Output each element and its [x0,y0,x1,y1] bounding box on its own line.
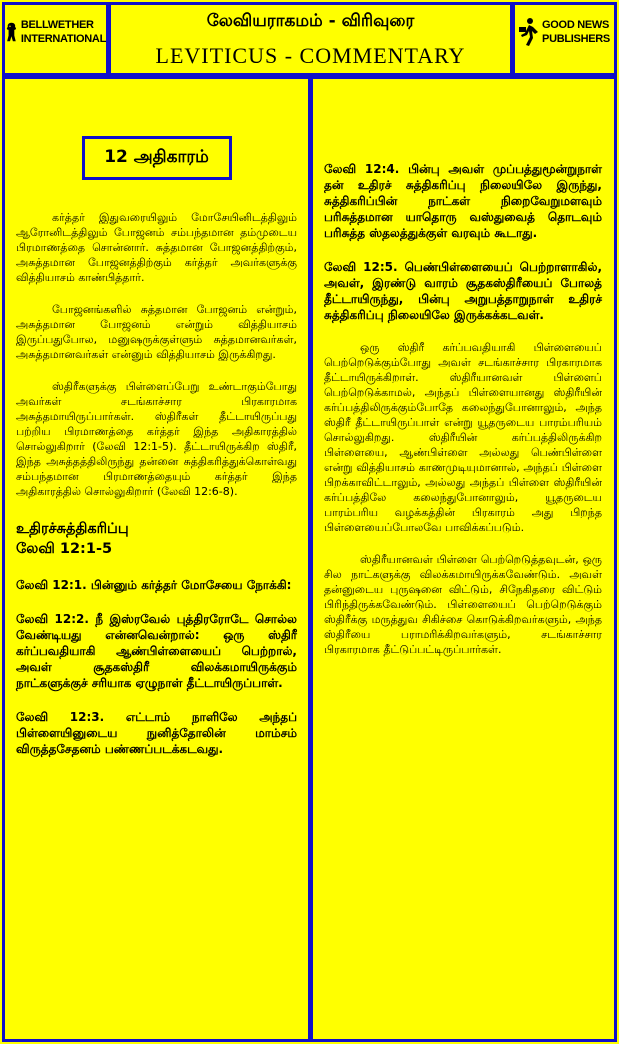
section-heading [16,519,297,559]
section-heading-line2: லேவி 12:1-5 [16,541,113,557]
verse: லேவி 12:3. எட்டாம் நாளிலே அந்தப் பிள்ளையினுடைய நுனித்தோலின் மாம்சம் விருத்தசேதனம் பண்ணப்படக்கடவது. [16,710,297,756]
paragraph: ஸ்திரீகளுக்கு பிள்ளைப்பேறு உண்டாகும்போது அவர்கள் சடங்காச்சார பிரகாரமாக அசுத்தமாயிருப்பார்கள். ஸ்திரீகள் தீட்டாயிருப்பது பற்றிய பிரமாணத்தை கர்த்தர் இந்த அதிகாரத்தில் சொல்லுகிறார் (லேவி 12:1-5). தீட்டாயிருக்கிற ஸ்திரீ, இந்த அசுத்தத்திலிருந்து தன்னை சுத்திகரித்துக்கொள்வது சம்பந்தமான பிரமாணத்தையும் கர்த்தர் இந்த அதிகாரத்தில் சொல்லுகிறார் (லேவி 12:6-8). [16,380,297,498]
verse: லேவி 12:4. பின்பு அவள் முப்பத்துமூன்றுநாள் தன் உதிரச் சுத்திகரிப்பு நிலையிலே இருந்து, சுத்திகரிப்பின் நாட்கள் நிறைவேறுமளவும் பரிசுத்தமான யாதொரு வஸ்துவைத் தொடவும் பரிசுத்த ஸ்தலத்துக்குள் வரவும் கூடாது. [324,162,602,240]
bellwether-logo [5,17,106,47]
page-header [108,2,513,76]
verse: லேவி 12:2. நீ இஸ்ரவேல் புத்திரரோடே சொல்ல வேண்டியது என்னவென்றால்: ஒரு ஸ்திரீ கர்ப்பவதியாகி ஆண்பிள்ளையைப் பெற்றால், அவள் சூதகஸ்திரீ விலக்கமாயிருக்கும் நாட்களுக்குச் சரியாக ஏழுநாள் தீட்டாயிருப்பாள். [16,612,297,690]
right-column [310,76,617,1042]
good-news-logo-box [512,2,617,76]
good-news-logo [515,17,614,47]
book-runner-logo-icon [519,17,539,47]
verse: லேவி 12:1. பின்னும் கர்த்தர் மோசேயை நோக்கி: [16,578,292,592]
left-column [2,76,311,1042]
ram-logo-icon [5,17,18,47]
verse: லேவி 12:5. பெண்பிள்ளையைப் பெற்றாளாகில், அவள், இரண்டு வாரம் சூதகஸ்திரீயைப் போலத் தீட்டாயிருந்து, பின்பு அறுபத்தாறுநாள் உதிரச் சுத்திகரிப்பு நிலையிலே இருக்கக்கடவள். [324,260,602,322]
paragraph: கர்த்தர் இதுவரையிலும் மோசேயினிடத்திலும் ஆரோனிடத்திலும் போஜனம் சம்பந்தமான தம்முடைய பிரமாணத்தை சொன்னார். சுத்தமான போஜனத்திற்கும், அசுத்தமான போஜனத்திற்கும் கர்த்தர் அவர்களுக்கு வித்தியாசம் காண்பித்தார். [16,211,297,284]
paragraph: ஒரு ஸ்திரீ கர்ப்பவதியாகி பிள்ளையைப் பெற்றெடுக்கும்போது அவள் சடங்காச்சார பிரகாரமாக தீட்டாயிருக்கிறாள். ஸ்திரீயானவள் பிள்ளைப் பெற்றெடுக்காமல், அந்தப் பிள்ளையானது ஸ்திரீயின் கர்ப்பத்திலிருக்கும்போதே கலைந்துபோனாலும், அந்த ஸ்திரீ தீட்டாயிருப்பாள் என்று யூதருடைய பாரம்பரியம் சொல்லுகிறது. ஸ்திரீயின் கர்ப்பத்திலிருக்கிற பிள்ளையை, ஆண்பிள்ளை அல்லது பெண்பிள்ளை என்று வித்தியாசம் காணமுடியுமானால், அந்தப் பிள்ளை பிறக்காவிட்டாலும், அல்லது அந்தப் பிள்ளை ஸ்திரீயின் கர்ப்பத்திலே கலைந்துபோனாலும், யூதருடைய பாரம்பரிய வழக்கத்தின் பிரகாரம் அது பிறந்த பிள்ளையைப்போலவே பாவிக்கப்படும். [324,341,602,534]
paragraph: ஸ்திரீயானவள் பிள்ளை பெற்றெடுத்தவுடன், ஒரு சில நாட்களுக்கு விலக்கமாயிருக்கவேண்டும். அவள் தன்னுடைய புருஷனை விட்டும், சிநேகிதரை விட்டும் பிரிந்திருக்கவேண்டும். பிள்ளையைப் பெற்றெடுக்கும் ஸ்திரீக்கு மருத்துவ சிகிச்சை கொடுக்கிறவர்களும், அந்த ஸ்திரீயை பராமரிக்கிறவர்களும், சடங்காச்சார பிரகாரமாக தீட்டுப்பட்டிருப்பார்கள். [324,553,602,656]
right-logo-line1: GOOD NEWS [542,19,610,31]
paragraph: போஜனங்களில் சுத்தமான போஜனம் என்றும், அசுத்தமான போஜனம் என்றும் வித்தியாசம் இருப்பதுபோல, மனுஷருக்குள்ளும் சுத்தமானவர்கள், அசுத்தமானவர்கள் என்னும் வித்தியாசம் இருக்கிறது. [16,303,297,361]
bellwether-logo-box [2,2,109,76]
title-tamil: லேவியராகமம் - விரிவுரை [206,11,415,31]
right-logo-line2: PUBLISHERS [542,33,610,45]
left-logo-line1: BELLWETHER [20,19,94,31]
left-logo-line2: INTERNATIONAL [20,33,106,45]
title-english: LEVITICUS - COMMENTARY [155,43,466,68]
section-heading-line1: உதிரச்சுத்திகரிப்பு [16,521,129,537]
chapter-title: 12 அதிகாரம் [82,136,232,180]
